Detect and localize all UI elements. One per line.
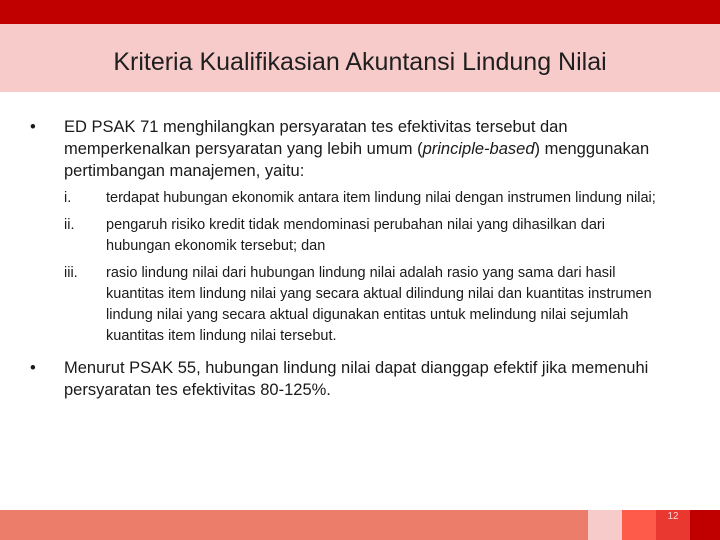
footer-decor-block	[588, 510, 622, 540]
slide-content	[30, 116, 690, 401]
footer-decor-block	[690, 510, 720, 540]
criteria-marker: i.	[64, 190, 72, 206]
footer-decor-block	[622, 510, 656, 540]
top-decor-bar	[0, 0, 720, 24]
criteria-marker: iii.	[64, 265, 78, 281]
criteria-marker: ii.	[64, 217, 75, 233]
bullet-text-end: ) menggunakan pertimbangan manajemen, yaitu:	[64, 140, 650, 180]
bullet-marker: •	[30, 359, 36, 377]
bullet-marker: •	[30, 118, 36, 136]
criteria-list	[64, 188, 690, 347]
bullet-text	[64, 116, 654, 182]
bullet-item	[30, 357, 690, 401]
criteria-item-iii	[64, 263, 690, 347]
criteria-item-ii	[64, 215, 690, 257]
criteria-text: terdapat hubungan ekonomik antara item lindung nilai dengan instrumen lindung nilai;	[106, 190, 656, 206]
criteria-text: pengaruh risiko kredit tidak mendominasi perubahan nilai yang dihasilkan dari hubungan ekonomik tersebut; dan	[106, 217, 605, 254]
slide-title: Kriteria Kualifikasian Akuntansi Lindung Nilai	[113, 47, 607, 76]
bullet-text-italic: principle-based	[422, 140, 535, 158]
title-band	[0, 24, 720, 92]
bullet-item	[30, 116, 690, 182]
criteria-item-i	[64, 188, 690, 209]
page-number: 12	[656, 510, 690, 540]
criteria-text: rasio lindung nilai dari hubungan lindung nilai adalah rasio yang sama dari hasil kuantitas item lindung nilai yang secara aktual dilindung nilai dan kuantitas instrumen lindung nilai yang secara aktual digunakan entitas untuk melindung nilai sejumlah kuantitas item lindung nilai tersebut.	[106, 265, 652, 344]
bullet-text: Menurut PSAK 55, hubungan lindung nilai dapat dianggap efektif jika memenuhi persyaratan tes efektivitas 80-125%.	[64, 359, 649, 399]
bullet-text-start: ED PSAK 71 menghilangkan persyaratan tes efektivitas tersebut dan memperkenalkan persyaratan yang lebih umum (	[64, 118, 568, 158]
